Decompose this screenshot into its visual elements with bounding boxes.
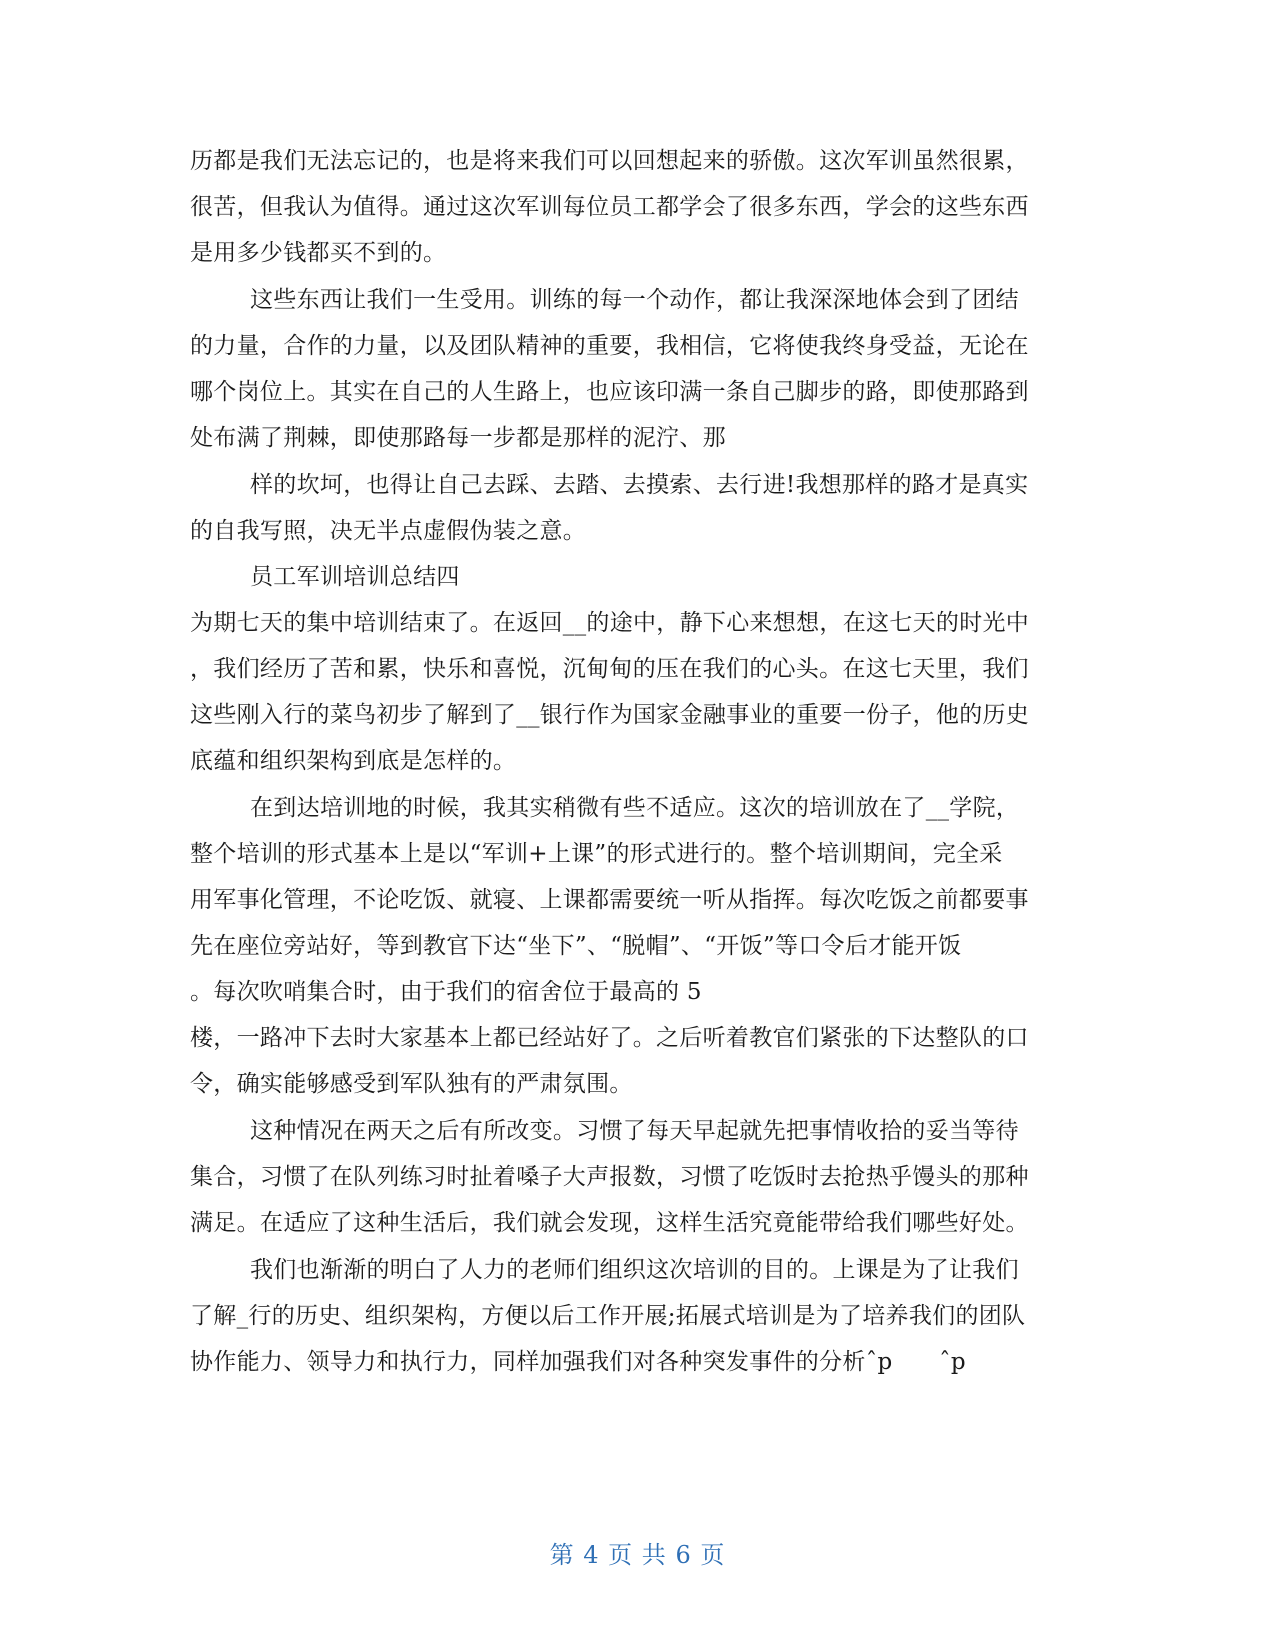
- text-line: 为期七天的集中培训结束了。在返回__的途中，静下心来想想，在这七天的时光中: [190, 610, 1030, 636]
- text-line: 很苦，但我认为值得。通过这次军训每位员工都学会了很多东西，学会的这些东西: [190, 194, 1029, 220]
- text-line: 底蕴和组织架构到底是怎样的。: [190, 748, 517, 774]
- text-line: 的力量，合作的力量，以及团队精神的重要，我相信，它将使我终身受益，无论在: [190, 333, 1029, 359]
- text-line: 在到达培训地的时候，我其实稍微有些不适应。这次的培训放在了__学院，: [250, 795, 1020, 821]
- text-line: 样的坎坷，也得让自己去踩、去踏、去摸索、去行进!我想那样的路才是真实: [250, 472, 1029, 498]
- text-line: 了解_行的历史、组织架构，方便以后工作开展;拓展式培训是为了培养我们的团队: [190, 1303, 1026, 1329]
- text-line: 满足。在适应了这种生活后，我们就会发现，这样生活究竟能带给我们哪些好处。: [190, 1210, 1029, 1236]
- text-line: 这些刚入行的菜鸟初步了解到了__银行作为国家金融事业的重要一份子，他的历史: [190, 702, 1030, 728]
- text-line: 哪个岗位上。其实在自己的人生路上，也应该印满一条自己脚步的路，即使那路到: [190, 379, 1029, 405]
- text-line: 令，确实能够感受到军队独有的严肃氛围。: [190, 1071, 633, 1097]
- text-line: 处布满了荆棘，即使那路每一步都是那样的泥泞、那: [190, 425, 726, 451]
- text-line: 这些东西让我们一生受用。训练的每一个动作，都让我深深地体会到了团结: [250, 287, 1019, 313]
- text-line: 历都是我们无法忘记的，也是将来我们可以回想起来的骄傲。这次军训虽然很累，: [190, 148, 1029, 174]
- text-line: ，我们经历了苦和累，快乐和喜悦，沉甸甸的压在我们的心头。在这七天里，我们: [190, 656, 1029, 682]
- text-line: 。每次吹哨集合时，由于我们的宿舍位于最高的 5: [190, 979, 702, 1005]
- text-line: 整个培训的形式基本上是以“军训+上课”的形式进行的。整个培训期间，完全采: [190, 841, 1003, 867]
- text-line: 这种情况在两天之后有所改变。习惯了每天早起就先把事情收拾的妥当等待: [250, 1118, 1019, 1144]
- text-line: 集合，习惯了在队列练习时扯着嗓子大声报数，习惯了吃饭时去抢热乎馒头的那种: [190, 1164, 1029, 1190]
- text-line: 楼，一路冲下去时大家基本上都已经站好了。之后听着教官们紧张的下达整队的口: [190, 1025, 1029, 1051]
- page-number-footer: 第 4 页 共 6 页: [549, 1541, 726, 1569]
- text-line: 先在座位旁站好，等到教官下达“坐下”、“脱帽”、“开饭”等口令后才能开饭: [190, 933, 962, 959]
- text-line: 我们也渐渐的明白了人力的老师们组织这次培训的目的。上课是为了让我们: [250, 1257, 1019, 1283]
- text-line: 是用多少钱都买不到的。: [190, 240, 447, 266]
- text-line: 用军事化管理，不论吃饭、就寝、上课都需要统一听从指挥。每次吃饭之前都要事: [190, 887, 1029, 913]
- section-heading: 员工军训培训总结四: [250, 564, 460, 590]
- text-line: 协作能力、领导力和执行力，同样加强我们对各种突发事件的分析ˆp ˆp: [190, 1349, 966, 1375]
- text-line: 的自我写照，决无半点虚假伪装之意。: [190, 518, 587, 544]
